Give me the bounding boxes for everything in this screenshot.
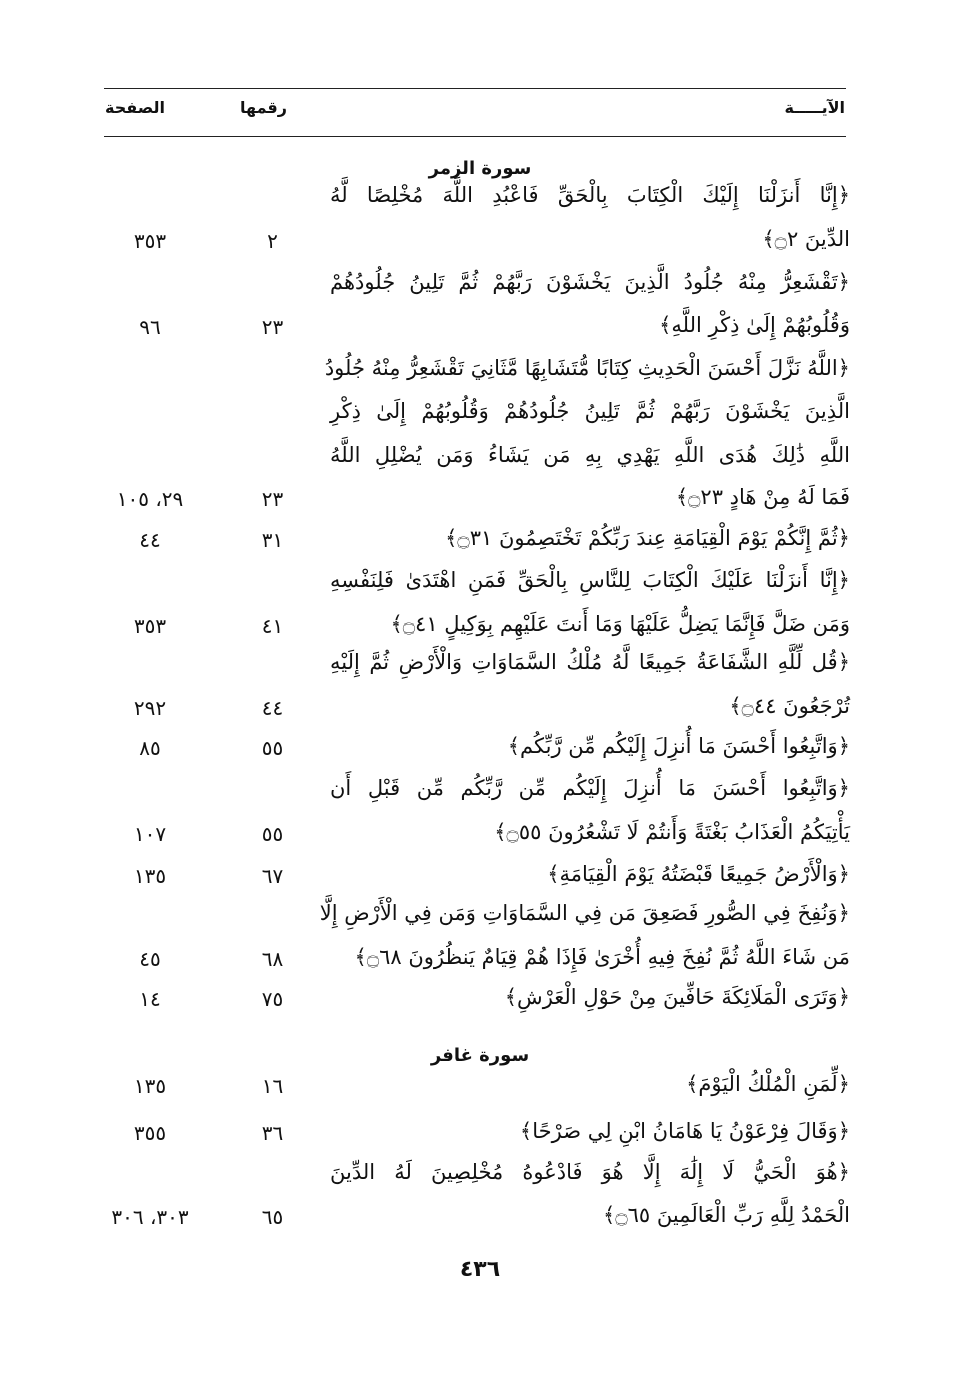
page-reference: ١٣٥	[133, 1074, 167, 1098]
page-reference: ٢٩، ١٠٥	[116, 487, 184, 511]
verse-number: ٥٥	[261, 736, 284, 760]
verse-line: مَن شَاءَ اللَّهُ ثُمَّ نُفِخَ فِيهِ أُخْرَىٰ فَإِذَا هُمْ قِيَامٌ يَنظُرُونَ ۝٦٨﴾	[354, 945, 850, 969]
header-number-label: رقمها	[240, 98, 287, 117]
page-reference: ٩٦	[139, 315, 161, 339]
verse-line: الَّذِينَ يَخْشَوْنَ رَبَّهُمْ ثُمَّ تَلِينُ جُلُودُهُمْ وَقُلُوبُهُمْ إِلَىٰ ذِكْرِ	[330, 399, 850, 423]
page-reference: ٣٥٣	[133, 229, 167, 253]
page-reference: ٤٥	[139, 947, 161, 971]
verse-line: فَمَا لَهُ مِنْ هَادٍ ۝٢٣﴾	[675, 485, 850, 509]
verse-line: ﴿إِنَّا أَنزَلْنَا إِلَيْكَ الْكِتَابَ بِالْحَقِّ فَاعْبُدِ اللَّهَ مُخْلِصًا لَّهُ	[330, 183, 850, 207]
verse-line: يَأْتِيَكُمُ الْعَذَابُ بَغْتَةً وَأَنتُمْ لَا تَشْعُرُونَ ۝٥٥﴾	[494, 820, 850, 844]
verse-line: ﴿وَاتَّبِعُوا أَحْسَنَ مَا أُنزِلَ إِلَيْكُم مِّن رَّبِّكُم مِّن قَبْلِ أَن	[330, 776, 850, 800]
verse-line: وَمَن ضَلَّ فَإِنَّمَا يَضِلُّ عَلَيْهَا وَمَا أَنتَ عَلَيْهِم بِوَكِيلٍ ۝٤١﴾	[390, 612, 850, 636]
verse-line: اللَّهِ ذَٰلِكَ هُدَى اللَّهِ يَهْدِي بِهِ مَن يَشَاءُ وَمَن يُضْلِلِ اللَّهُ	[330, 443, 850, 467]
verse-number: ٢	[267, 229, 278, 253]
verse-line: ﴿ثُمَّ إِنَّكُمْ يَوْمَ الْقِيَامَةِ عِندَ رَبِّكُمْ تَخْتَصِمُونَ ۝٣١﴾	[445, 526, 850, 550]
header-verse-label: الآيـــــة	[784, 98, 845, 117]
verse-number: ٣١	[261, 528, 284, 552]
page-reference: ١٣٥	[133, 864, 167, 888]
verse-line: ﴿هُوَ الْحَيُّ لَا إِلَٰهَ إِلَّا هُوَ فَادْعُوهُ مُخْلِصِينَ لَهُ الدِّينَ	[330, 1160, 850, 1184]
verse-number: ٣٦	[261, 1121, 284, 1145]
verse-line: ﴿اللَّهُ نَزَّلَ أَحْسَنَ الْحَدِيثِ كِتَابًا مُّتَشَابِهًا مَّثَانِيَ تَقْشَعِرُّ مِنْهُ جُلُودُ	[324, 356, 850, 380]
verse-line: ﴿وَتَرَى الْمَلَائِكَةَ حَافِّينَ مِنْ حَوْلِ الْعَرْشِ﴾	[504, 985, 850, 1009]
page-reference: ١٠٧	[133, 822, 167, 846]
verse-number: ٢٣	[261, 487, 284, 511]
page-reference: ٨٥	[139, 736, 161, 760]
page-reference: ٣٥٥	[133, 1121, 167, 1145]
verse-number: ٤٤	[261, 696, 284, 720]
verse-number: ٦٧	[261, 864, 284, 888]
header-rule	[104, 136, 846, 137]
verse-number: ٧٥	[261, 987, 284, 1011]
verse-number: ٦٥	[261, 1205, 284, 1229]
verse-number: ٤١	[261, 614, 284, 638]
verse-line: ﴿وَنُفِخَ فِي الصُّورِ فَصَعِقَ مَن فِي السَّمَاوَاتِ وَمَن فِي الْأَرْضِ إِلَّا	[319, 901, 850, 925]
verse-number: ٥٥	[261, 822, 284, 846]
verse-line: ﴿وَاتَّبِعُوا أَحْسَنَ مَا أُنزِلَ إِلَيْكُم مِّن رَّبِّكُم﴾	[507, 734, 850, 758]
verse-line: ﴿قُل لِّلَّهِ الشَّفَاعَةُ جَمِيعًا لَّهُ مُلْكُ السَّمَاوَاتِ وَالْأَرْضِ ثُمَّ إِلَيْهِ	[330, 650, 850, 674]
verse-line: ﴿وَالْأَرْضُ جَمِيعًا قَبْضَتُهُ يَوْمَ الْقِيَامَةِ﴾	[547, 862, 850, 886]
verse-line: ﴿لِّمَنِ الْمُلْكُ الْيَوْمَ﴾	[686, 1072, 850, 1096]
surah-heading: سورة الزمر	[428, 158, 532, 179]
verse-line: ﴿إِنَّا أَنزَلْنَا عَلَيْكَ الْكِتَابَ لِلنَّاسِ بِالْحَقِّ فَمَنِ اهْتَدَىٰ فَلِنَفْسِهِ	[330, 568, 850, 592]
verse-number: ٦٨	[261, 947, 284, 971]
verse-line: الْحَمْدُ لِلَّهِ رَبِّ الْعَالَمِينَ ۝٦٥﴾	[603, 1203, 850, 1227]
verse-number: ١٦	[261, 1074, 284, 1098]
header-page-label: الصفحة	[105, 98, 166, 117]
surah-heading: سورة غافر	[430, 1045, 530, 1066]
verse-line: تُرْجَعُونَ ۝٤٤﴾	[729, 694, 850, 718]
page-reference: ٣٥٣	[133, 614, 167, 638]
verse-line: ﴿وَقَالَ فِرْعَوْنُ يَا هَامَانُ ابْنِ لِي صَرْحًا﴾	[519, 1119, 850, 1143]
page-reference: ٤٤	[139, 528, 161, 552]
verse-line: الدِّينَ ۝٢﴾	[762, 227, 850, 251]
page-number: ٤٣٦	[459, 1257, 501, 1282]
page-reference: ١٤	[139, 987, 161, 1011]
top-rule	[104, 88, 846, 89]
verse-number: ٢٣	[261, 315, 284, 339]
verse-line: ﴿تَقْشَعِرُّ مِنْهُ جُلُودُ الَّذِينَ يَخْشَوْنَ رَبَّهُمْ ثُمَّ تَلِينُ جُلُودُهُمْ	[330, 270, 850, 294]
page-reference: ٢٩٢	[133, 696, 167, 720]
page-reference: ٣٠٣، ٣٠٦	[111, 1205, 189, 1229]
verse-line: وَقُلُوبُهُمْ إِلَىٰ ذِكْرِ اللَّهِ﴾	[659, 313, 850, 337]
